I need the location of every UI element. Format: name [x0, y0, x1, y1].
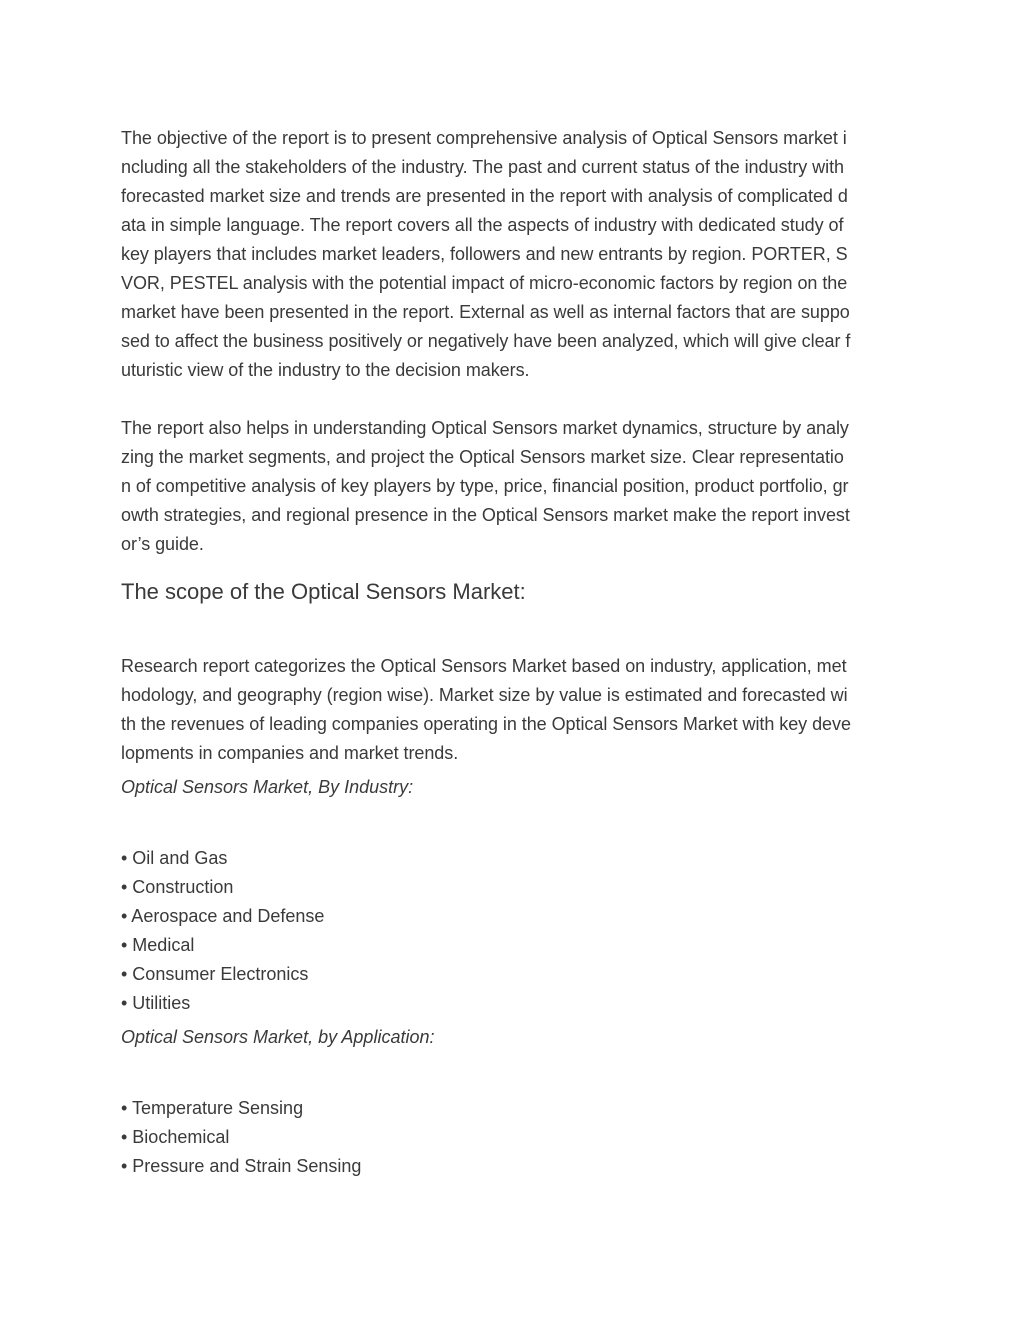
text-line: Research report categorizes the Optical Sensors Market based on industry, application, met	[121, 656, 847, 676]
paragraph-spacer	[121, 385, 905, 414]
text-line: or’s guide.	[121, 534, 204, 554]
text-line: VOR, PESTEL analysis with the potential impact of micro-economic factors by region on the	[121, 273, 848, 293]
document-page	[121, 124, 905, 1181]
list-item: • Medical	[121, 935, 195, 955]
text-line: forecasted market size and trends are presented in the report with analysis of complicated d	[121, 186, 848, 206]
text-line: key players that includes market leaders, followers and new entrants by region. PORTER, S	[121, 244, 848, 264]
text-line: hodology, and geography (region wise). Market size by value is estimated and forecasted wi	[121, 685, 848, 705]
industry-list	[121, 844, 905, 1018]
list-item: • Aerospace and Defense	[121, 906, 325, 926]
scope-heading: The scope of the Optical Sensors Market:	[121, 579, 526, 604]
list-item: • Oil and Gas	[121, 848, 228, 868]
text-line: ata in simple language. The report covers all the aspects of industry with dedicated study of	[121, 215, 844, 235]
by-application-title: Optical Sensors Market, by Application:	[121, 1027, 435, 1047]
list-item: • Biochemical	[121, 1127, 230, 1147]
text-line: The objective of the report is to present comprehensive analysis of Optical Sensors market i	[121, 128, 847, 148]
list-item: • Utilities	[121, 993, 191, 1013]
text-line: zing the market segments, and project the Optical Sensors market size. Clear representatio	[121, 447, 844, 467]
list-item: • Pressure and Strain Sensing	[121, 1156, 362, 1176]
text-line: sed to affect the business positively or negatively have been analyzed, which will give clear f	[121, 331, 851, 351]
list-item: • Temperature Sensing	[121, 1098, 304, 1118]
text-line: lopments in companies and market trends.	[121, 743, 459, 763]
text-line: uturistic view of the industry to the decision makers.	[121, 360, 530, 380]
dynamics-paragraph	[121, 414, 905, 559]
text-line: owth strategies, and regional presence in the Optical Sensors market make the report invest	[121, 505, 850, 525]
text-line: market have been presented in the report. External as well as internal factors that are suppo	[121, 302, 850, 322]
list-item: • Construction	[121, 877, 234, 897]
scope-paragraph	[121, 652, 905, 768]
intro-paragraph	[121, 124, 905, 385]
text-line: n of competitive analysis of key players by type, price, financial position, product portfolio, gr	[121, 476, 849, 496]
application-list	[121, 1094, 905, 1181]
text-line: th the revenues of leading companies operating in the Optical Sensors Market with key deve	[121, 714, 851, 734]
text-line: The report also helps in understanding Optical Sensors market dynamics, structure by analy	[121, 418, 849, 438]
text-line: ncluding all the stakeholders of the industry. The past and current status of the industry with	[121, 157, 844, 177]
list-item: • Consumer Electronics	[121, 964, 309, 984]
by-industry-title: Optical Sensors Market, By Industry:	[121, 777, 414, 797]
